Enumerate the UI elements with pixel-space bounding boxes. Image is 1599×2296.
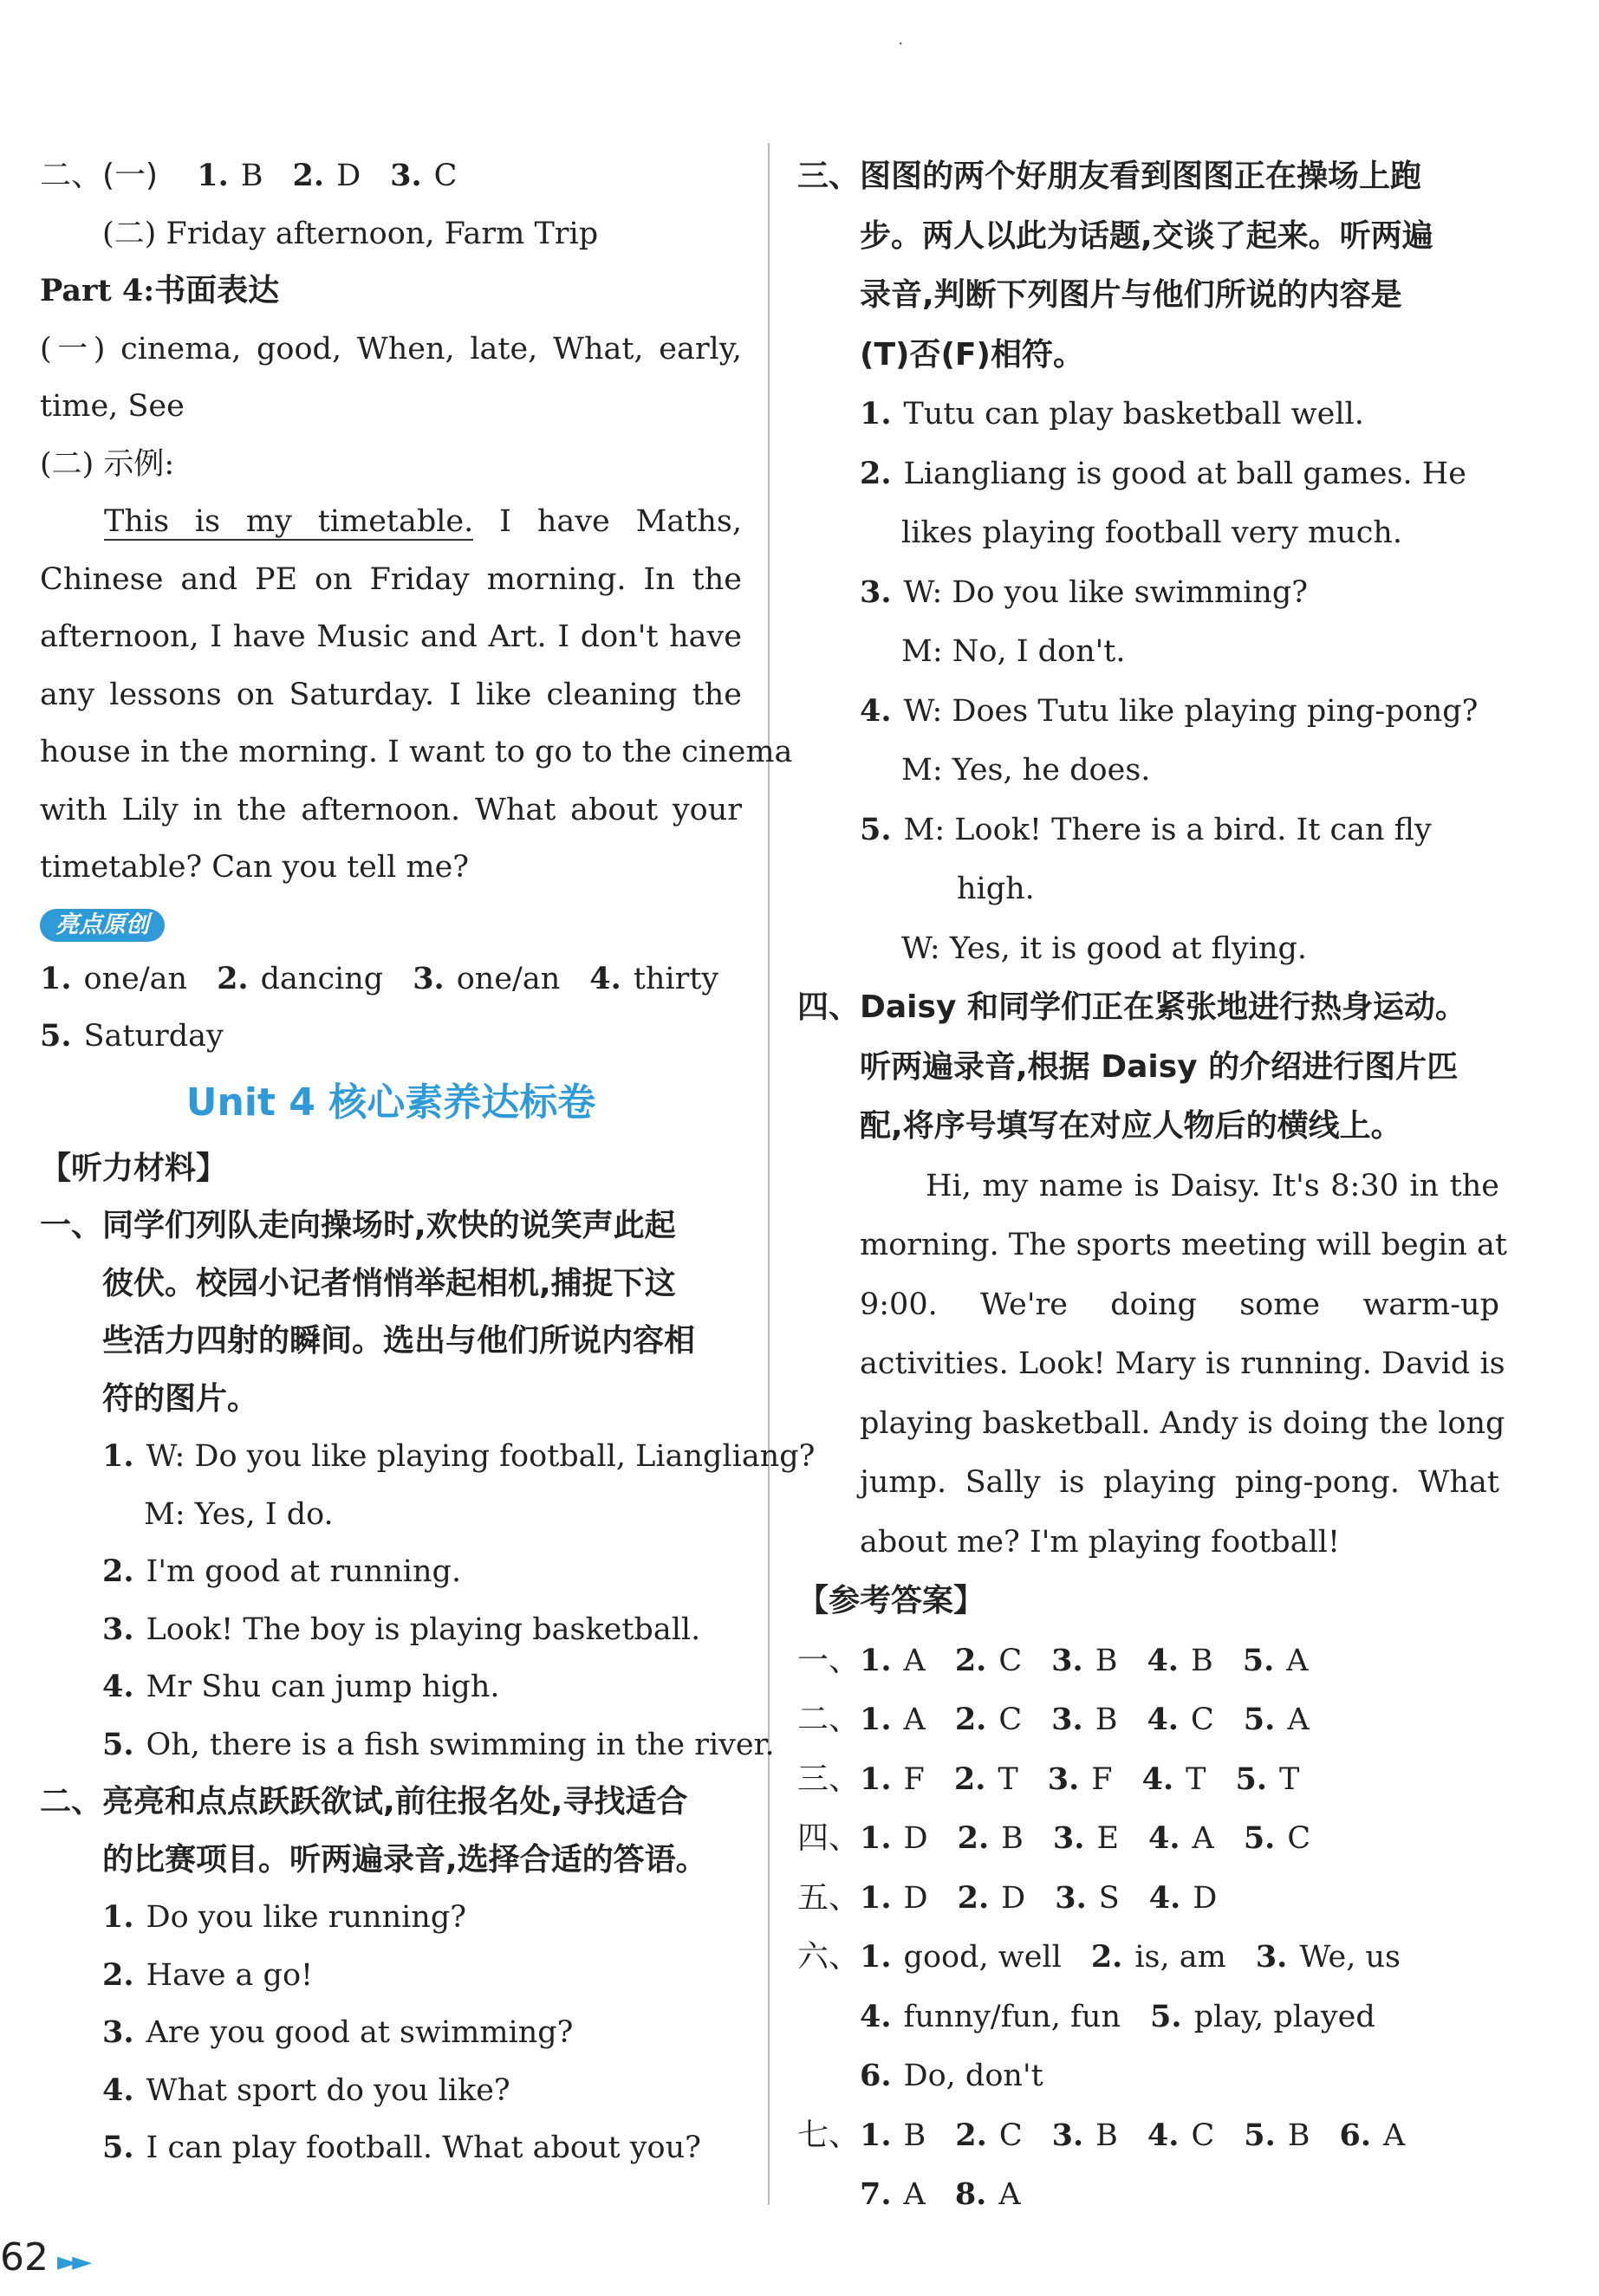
answer-row [797,1750,1499,1810]
q4-instructions [797,978,1499,1157]
answer-number: 3. [1051,1642,1083,1678]
answer-row [797,1988,1499,2047]
instruction-line: 三、图图的两个好朋友看到图图正在操场上跑 [797,159,1422,194]
paragraph-line-1-rest: I have Maths, [473,504,742,539]
list-item [40,1486,742,1544]
answer-value: funny/fun, fun [903,1999,1121,2034]
list-item [40,1601,742,1659]
item-number: 5. [102,1726,134,1762]
paragraph-line: with Lily in the afternoon. What about your [40,792,742,827]
answer-value: D [1193,1880,1218,1916]
unit-title: Unit 4 核心素养达标卷 [185,1080,596,1125]
answer-number: 4. [1148,1820,1180,1856]
answer-number: 2. [954,1642,987,1678]
list-item [797,503,1499,563]
list-item [40,1428,816,1486]
answer-number: 1. [860,2117,892,2153]
answer-value: A [903,1703,926,1737]
answer-value: B [1095,1703,1118,1737]
item-number: 1. [102,1899,134,1935]
answer-number: 1. [860,1939,892,1975]
instruction-line: 一、同学们列队走向操场时,欢快的说笑声此起 [40,1208,676,1243]
words-line-2: time, See [40,389,185,424]
answer-value: T [1186,1761,1206,1797]
answer-number: 5. [1242,1642,1275,1678]
answer-row-label: 六、 [797,1939,861,1975]
answer-number: 3. [1051,1702,1083,1737]
list-item [40,2004,742,2062]
item-number: 4. [102,2072,134,2108]
item-number: 3. [102,2014,134,2050]
list-item [40,2062,742,2120]
list-item [797,563,1499,623]
answer-number: 2. [957,1820,990,1856]
answer-number: 1. [860,1642,892,1678]
list-item [797,859,1499,919]
item-text: high. [957,872,1035,906]
q2-instructions [40,1774,742,1889]
answer-number: 4. [1147,2117,1180,2153]
column-divider [768,143,770,2205]
answer-number: 5. [1235,1761,1268,1797]
instruction-line: (T)否(F)相符。 [860,336,1084,373]
answer-value: C [433,159,458,193]
item-text: W: Do you like swimming? [903,574,1308,610]
answer-number: 5. [1244,2117,1276,2153]
item-text: M: No, I don't. [901,634,1126,669]
badge-row [40,897,742,950]
answer-number: 3. [413,960,445,996]
paragraph-line: Chinese and PE on Friday morning. In the [40,561,742,597]
answer-value: good, well [903,1940,1062,1975]
list-item [797,801,1499,860]
answer-number: 6. [860,2058,892,2093]
answer-number: 1. [860,1761,892,1797]
answer-number: 4. [1147,1702,1179,1737]
paragraph-line: timetable? Can you tell me? [40,850,470,885]
answer-number: 4. [589,960,621,996]
q2-items [40,1889,742,2177]
item-text: Liangliang is good at ball games. He [903,456,1466,491]
item-text: Look! The boy is playing basketball. [146,1612,701,1647]
instruction-line: 配,将序号填写在对应人物后的横线上。 [860,1108,1402,1144]
item-number: 2. [102,1956,134,1993]
answer-value: Do, don't [903,2059,1043,2093]
example-label: (二) 示例: [40,446,175,482]
item-text: M: Yes, I do. [144,1496,334,1532]
arrows-icon: ►► [57,2247,88,2277]
list-item [797,444,1499,504]
passage-line: morning. The sports meeting will begin at [860,1228,1507,1262]
answer-number: 8. [954,2176,987,2212]
underlined-sentence: This is my timetable. [104,504,474,539]
item-number: 1. [860,396,892,431]
item-text: W: Does Tutu like playing ping-pong? [903,693,1479,729]
list-item [40,1543,742,1601]
passage-line: about me? I'm playing football! [860,1524,1341,1560]
answer-value: C [998,1703,1023,1737]
item-text: M: Look! There is a bird. It can fly [903,812,1432,847]
answer-row-label: 二、 [797,1702,861,1737]
answer-value: A [903,2177,926,2212]
answer-number: 2. [1090,1939,1123,1975]
answer-value: D [336,159,361,193]
sec2-answer-list [167,159,457,193]
list-item [797,919,1499,979]
answer-number: 2. [953,1761,986,1797]
answer-row [797,1809,1499,1869]
highlight-badge: 亮点原创 [40,909,165,942]
answer-row [797,1869,1499,1929]
answer-key [797,1631,1499,2225]
answer-value: B [1287,2118,1310,2153]
answer-value: D [1001,1880,1026,1916]
answer-number: 5. [1150,1998,1182,2034]
item-number: 2. [860,455,892,491]
answer-row [797,2046,1499,2106]
answer-number: 3. [1052,1820,1085,1856]
paragraph-line: house in the morning. I want to go to the cinema [40,735,793,769]
answer-row [797,2165,1499,2225]
answer-value: B [240,159,263,193]
instruction-line: 录音,判断下列图片与他们所说的内容是 [860,277,1402,313]
answer-value: is, am [1134,1940,1226,1975]
passage-line: jump. Sally is playing ping-pong. What [860,1465,1499,1500]
list-item [797,385,1499,444]
item-text: Have a go! [146,1957,314,1993]
answer-number: 1. [860,1702,892,1737]
answer-number: 5. [1243,1702,1276,1737]
item-text: Tutu can play basketball well. [903,397,1364,431]
left-column [40,147,816,2177]
list-item [40,1889,742,1947]
answer-value: one/an [456,961,561,996]
answer-value: thirty [633,961,719,996]
highlight-answers-line-2 [40,1008,742,1066]
instruction-line: 步。两人以此为话题,交谈了起来。听两遍 [860,217,1433,254]
answer-number: 2. [954,1702,987,1737]
item-text: Do you like running? [146,1900,467,1935]
answer-value: E [1096,1821,1119,1856]
answer-number: 3. [390,158,422,193]
list-item [40,2119,742,2177]
instruction-line: 四、Daisy 和同学们正在紧张地进行热身运动。 [797,989,1466,1025]
right-column [797,147,1507,2225]
answer-value: A [1286,1643,1309,1678]
answer-value: F [1091,1761,1113,1797]
answer-value: C [1287,1821,1311,1856]
item-text: I'm good at running. [146,1554,462,1589]
instruction-line: 些活力四射的瞬间。选出与他们所说内容相 [102,1323,696,1359]
part4-heading [40,263,742,321]
sec2-title: 二、(一) [40,158,159,193]
part4-label: Part 4: [40,273,155,308]
answer-number: 5. [1243,1820,1276,1856]
q4-passage [797,1157,1507,1573]
answer-value: C [998,1643,1023,1678]
item-text: Are you good at swimming? [146,2015,574,2050]
answer-row-label: 七、 [797,2117,861,2153]
answers-header: 【参考答案】 [797,1583,985,1618]
answer-number: 3. [1055,1879,1087,1916]
part4-title: 书面表达 [154,273,280,308]
item-number: 5. [860,811,892,847]
answer-value: C [1191,2118,1215,2153]
item-text: W: Yes, it is good at flying. [901,931,1308,966]
answer-value: We, us [1299,1940,1401,1975]
answer-number: 3. [1047,1761,1080,1797]
item-number: 4. [860,692,892,729]
item-text: M: Yes, he does. [901,753,1151,788]
answer-number: 4. [1148,1879,1181,1916]
answer-value: C [998,2118,1023,2153]
answer-number: 1. [197,158,229,193]
list-item [797,682,1499,742]
passage-line: 9:00. We're doing some warm-up [860,1287,1499,1322]
answer-row-label: 五、 [797,1879,861,1916]
item-number: 1. [102,1438,134,1474]
list-item [40,1658,742,1716]
highlight-answers-line-1 [40,950,742,1009]
answer-number: 2. [292,158,325,193]
answer-value: A [1383,2118,1406,2153]
answer-value: S [1098,1880,1120,1916]
item-number: 3. [102,1611,134,1647]
q1-instructions [40,1197,742,1428]
list-item [40,1716,775,1774]
answer-number: 3. [1051,2117,1084,2153]
answer-value: A [1287,1703,1310,1737]
answer-number: 5. [40,1018,72,1054]
item-number: 5. [102,2130,134,2165]
list-item [797,741,1499,801]
instruction-line: 听两遍录音,根据 Daisy 的介绍进行图片匹 [860,1048,1459,1085]
item-number: 4. [102,1669,134,1704]
answer-value: one/an [83,961,188,996]
answer-number: 4. [1141,1761,1174,1797]
list-item [40,1947,742,2005]
instruction-line: 符的图片。 [102,1380,259,1417]
answer-number: 6. [1339,2117,1372,2153]
q3-instructions [797,147,1499,385]
answer-number: 1. [860,1820,892,1856]
item-text: likes playing football very much. [901,516,1402,550]
answer-row-label: 三、 [797,1761,861,1797]
q3-items [797,385,1499,978]
words-line-1: (一) cinema, good, When, late, What, early, [40,331,742,366]
paragraph-line: any lessons on Saturday. I like cleaning the [40,677,742,712]
item-text: What sport do you like? [146,2072,510,2108]
passage-line: playing basketball. Andy is doing the long [860,1405,1505,1441]
instruction-line: 彼伏。校园小记者悄悄举起相机,捕捉下这 [102,1265,676,1301]
item-number: 3. [860,574,892,610]
listening-header: 【听力材料】 [40,1150,228,1186]
answer-value: B [1095,1643,1118,1678]
list-item [797,622,1499,682]
answer-value: dancing [260,961,384,996]
item-text: Oh, there is a fish swimming in the river. [146,1727,775,1762]
page-number: 62 [0,2235,49,2280]
answer-value: T [998,1761,1018,1797]
item-text: I can play football. What about you? [146,2131,701,2165]
answer-value: B [1095,2118,1118,2153]
item-text: Mr Shu can jump high. [146,1670,500,1704]
answer-row [797,1928,1499,1988]
item-number: 2. [102,1553,134,1589]
answer-number: 4. [1147,1642,1179,1678]
instruction-line: 二、亮亮和点点跃跃欲试,前往报名处,寻找适合 [40,1784,688,1819]
answer-value: C [1190,1703,1214,1737]
paragraph-body [40,551,793,897]
answer-row [797,1631,1499,1691]
answer-number: 1. [860,1879,892,1916]
answer-number: 1. [40,960,72,996]
top-mark: · [898,33,904,54]
answer-value: Saturday [83,1019,224,1054]
sec2-sub2: (二) Friday afternoon, Farm Trip [102,216,599,251]
answer-number: 2. [955,2117,987,2153]
answer-row [797,2106,1499,2166]
passage-line: activities. Look! Mary is running. David is [860,1346,1505,1381]
paragraph-line: afternoon, I have Music and Art. I don't have [40,619,742,654]
instruction-line: 的比赛项目。听两遍录音,选择合适的答语。 [102,1841,707,1878]
answer-value: play, played [1193,1999,1375,2034]
passage-line: Hi, my name is Daisy. It's 8:30 in the [926,1168,1499,1203]
answer-value: D [903,1821,928,1856]
answer-number: 4. [860,1998,892,2034]
item-text: W: Do you like playing football, Liangliang? [146,1439,816,1474]
answer-value: A [998,2177,1021,2212]
sec2-answers [40,147,742,205]
answer-value: D [903,1880,928,1916]
answer-value: B [903,2118,926,2153]
answer-value: B [1001,1821,1024,1856]
answer-value: A [903,1643,926,1678]
answer-value: B [1190,1643,1213,1678]
answer-value: F [903,1761,925,1797]
answer-number: 2. [217,960,249,996]
answer-row [797,1690,1499,1750]
answer-row-label: 四、 [797,1820,861,1856]
paragraph-line-1 [40,493,742,551]
q1-items [40,1428,816,1774]
answer-row-label: 一、 [797,1642,861,1678]
answer-value: A [1192,1821,1214,1856]
answer-number: 2. [957,1879,990,1916]
answer-number: 3. [1255,1939,1288,1975]
answer-number: 7. [860,2176,892,2212]
answer-value: T [1279,1761,1300,1797]
